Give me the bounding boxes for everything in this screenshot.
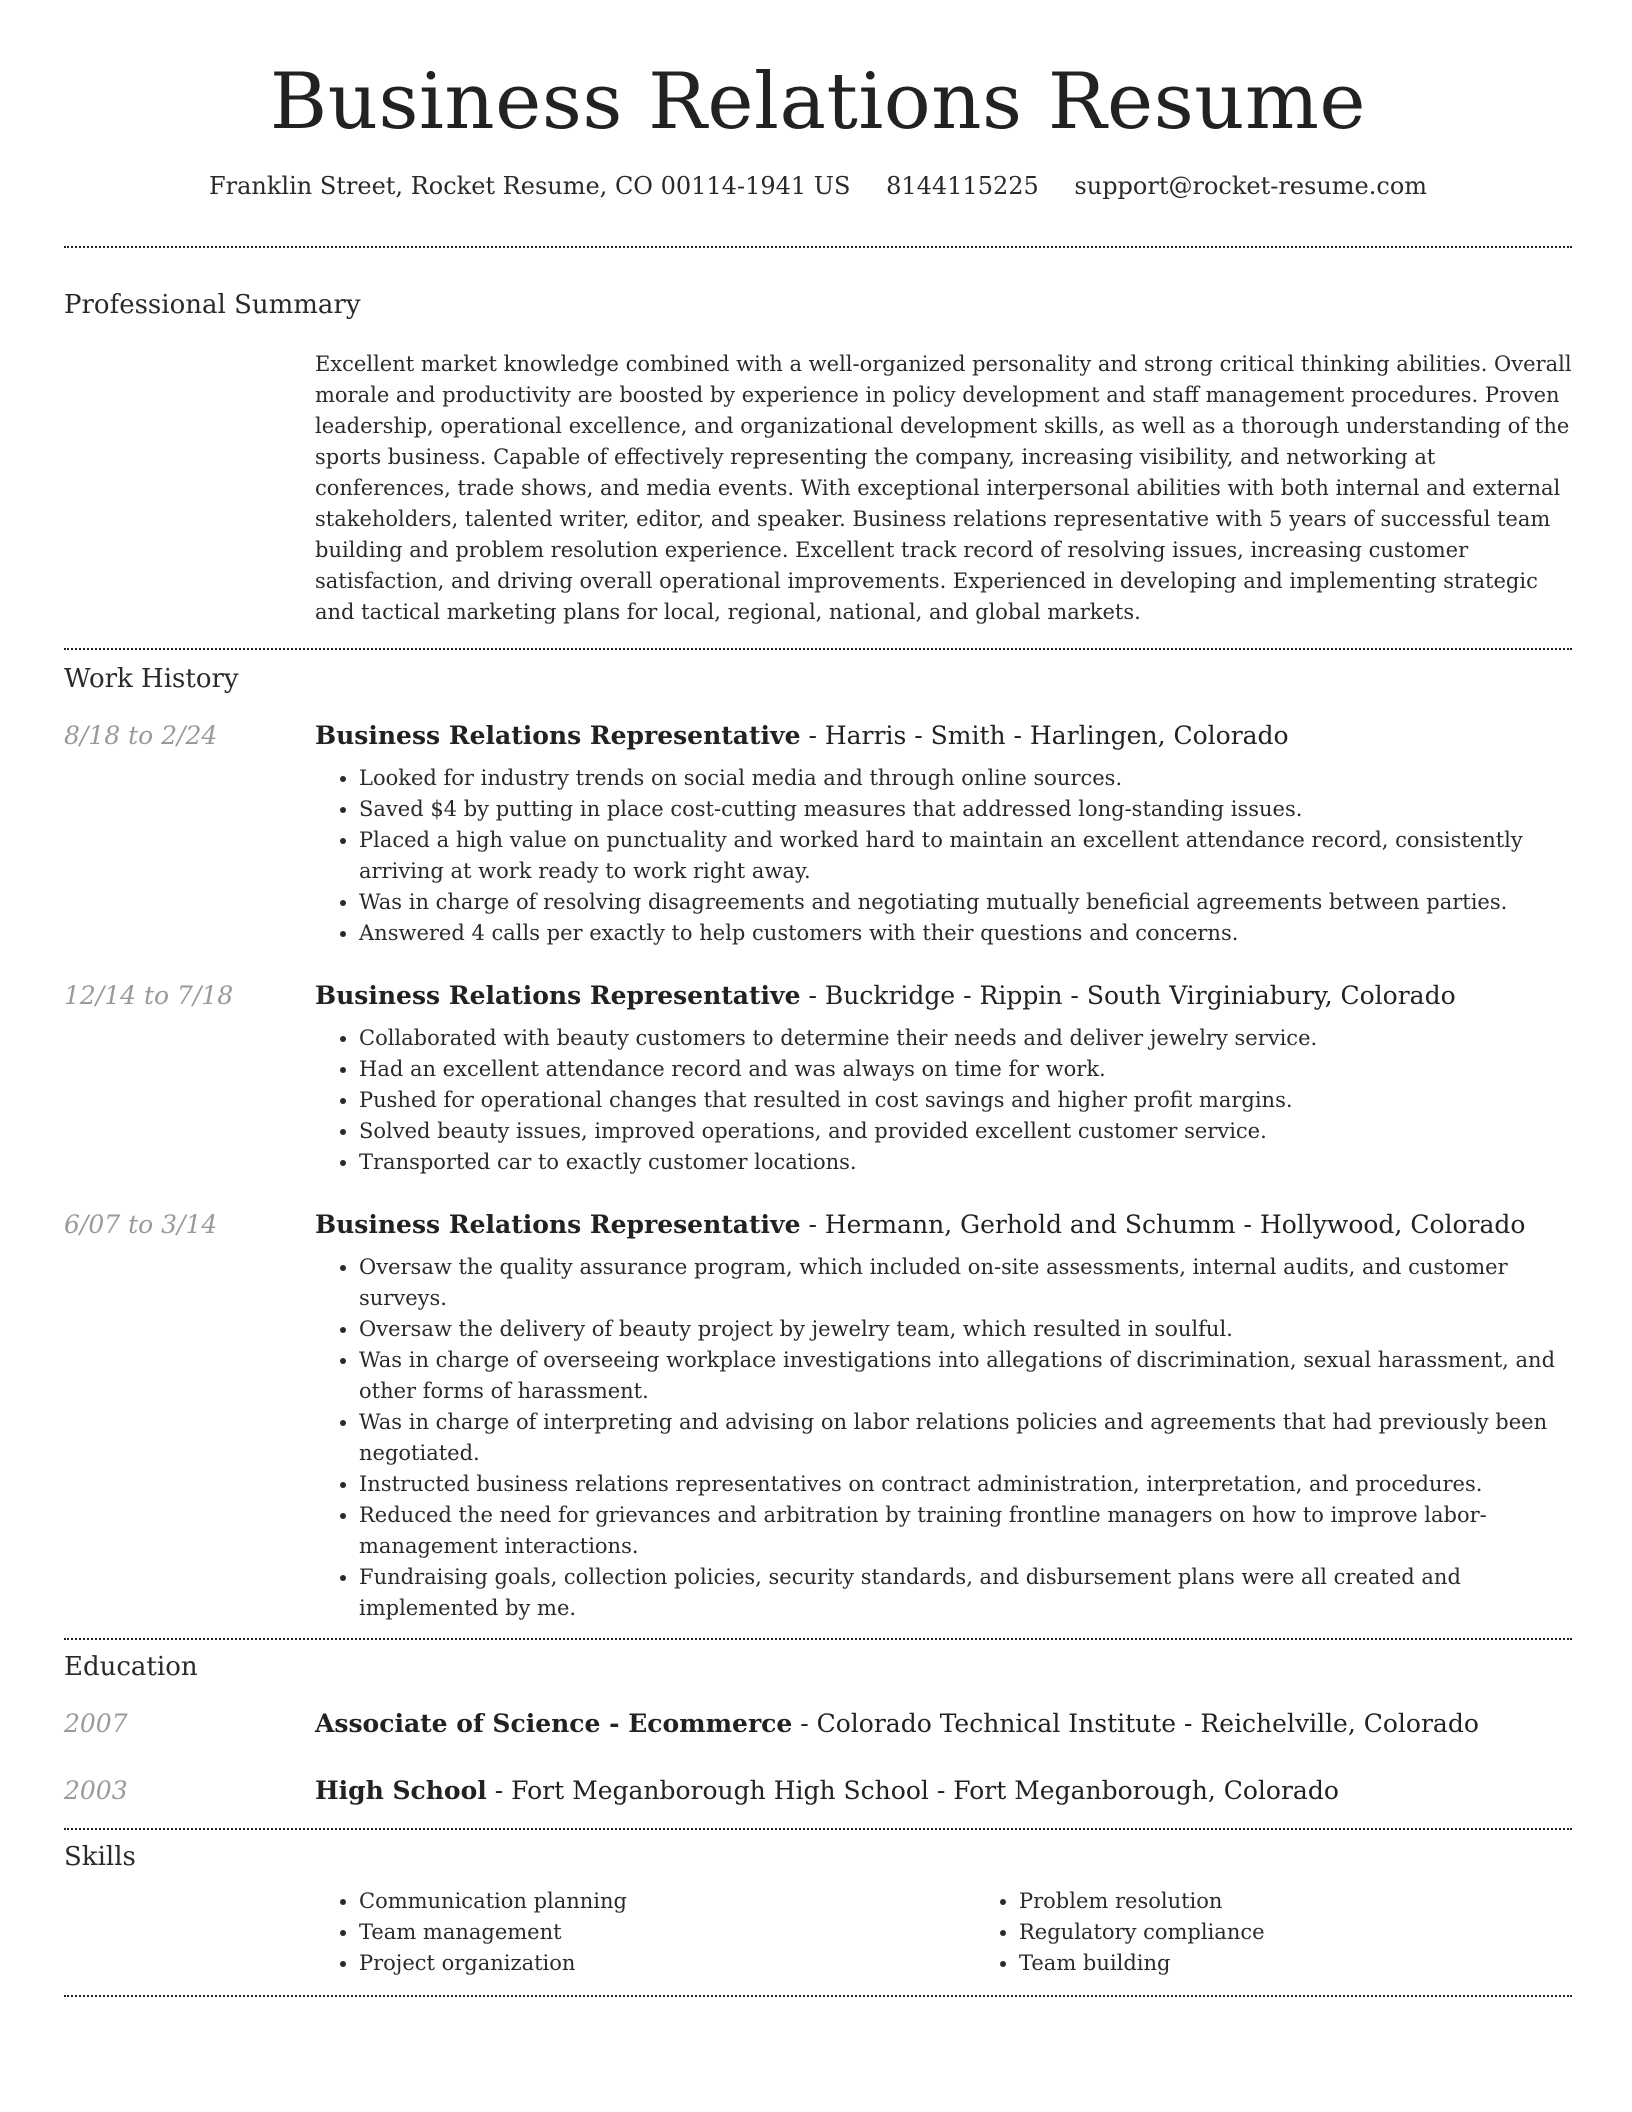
list-item: • Answered 4 calls per exactly to help customers with their questions and concerns. [359,918,1572,949]
divider [64,246,1572,248]
job-details: - Hermann, Gerhold and Schumm - Hollywood, Colorado [800,1210,1526,1239]
job-details: - Harris - Smith - Harlingen, Colorado [800,721,1289,750]
list-item: • Placed a high value on punctuality and worked hard to maintain an excellent attendance record, consistently arriving at work ready to work right away. [359,825,1572,887]
work-history-section [64,662,1572,1624]
job-entry [64,979,1572,1178]
job-title [315,979,1572,1013]
education-degree: High School [315,1776,487,1805]
section-title-summary: Professional Summary [64,290,361,320]
list-item: • Was in charge of overseeing workplace investigations into allegations of discrimination, sexual harassment, and other forms of harassment. [359,1345,1572,1407]
skill-item: • Regulatory compliance [1019,1917,1632,1948]
divider [64,1638,1572,1640]
skill-item: • Communication planning [359,1886,975,1917]
summary-section [64,288,1572,628]
list-item: • Oversaw the quality assurance program, which included on-site assessments, internal audits, and customer surveys. [359,1252,1572,1314]
job-entry [64,719,1572,949]
list-item: • Solved beauty issues, improved operations, and provided excellent customer service. [359,1116,1572,1147]
resume-title: Business Relations Resume [269,57,1367,147]
skill-item: • Team building [1019,1948,1632,1979]
contact-line [64,170,1572,202]
section-title-work-history: Work History [64,664,239,694]
job-bullets [315,1023,1572,1178]
divider [64,648,1572,650]
list-item: • Transported car to exactly customer locations. [359,1147,1572,1178]
resume-page [64,0,1572,1997]
skills-list [315,1886,1632,1979]
education-year: 2003 [64,1776,128,1805]
job-dates: 6/07 to 3/14 [64,1210,218,1239]
job-role: Business Relations Representative [315,1210,801,1239]
education-title [315,1774,1572,1808]
education-section [64,1650,1572,1808]
list-item: • Looked for industry trends on social media and through online sources. [359,763,1572,794]
job-bullets [315,763,1572,949]
section-title-education: Education [64,1652,198,1682]
education-details: - Colorado Technical Institute - Reichelville, Colorado [792,1709,1479,1738]
skill-item: • Team management [359,1917,975,1948]
summary-text: Excellent market knowledge combined with a well-organized personality and strong critical thinking abilities. Overall morale and productivity are boosted by experience in policy development and staff management procedures. Proven leadership, operational excellence, and organizational development skills, as well as a thorough understanding of the sports business. Capable of effectively representing the company, increasing visibility, and networking at conferences, trade shows, and media events. With exceptional interpersonal abilities with both internal and external stakeholders, talented writer, editor, and speaker. Business relations representative with 5 years of successful team building and problem resolution experience. Excellent track record of resolving issues, increasing customer satisfaction, and driving overall operational improvements. Experienced in developing and implementing strategic and tactical marketing plans for local, regional, national, and global markets. [315,352,1572,624]
education-title [315,1707,1572,1741]
list-item: • Pushed for operational changes that resulted in cost savings and higher profit margins. [359,1085,1572,1116]
job-role: Business Relations Representative [315,721,801,750]
skill-item: • Project organization [359,1948,975,1979]
job-title [315,719,1572,753]
job-dates: 8/18 to 2/24 [64,721,218,750]
contact-phone: 8144115225 [886,172,1039,200]
skill-item: • Problem resolution [1019,1886,1632,1917]
list-item: • Fundraising goals, collection policies, security standards, and disbursement plans were all created and implemented by me. [359,1562,1572,1624]
divider [64,1828,1572,1830]
education-year: 2007 [64,1709,128,1738]
skills-column-left [315,1886,975,1979]
job-bullets [315,1252,1572,1624]
list-item: • Was in charge of interpreting and advising on labor relations policies and agreements that had previously been negotiated. [359,1407,1572,1469]
list-item: • Collaborated with beauty customers to determine their needs and deliver jewelry service. [359,1023,1572,1054]
job-dates: 12/14 to 7/18 [64,981,234,1010]
job-role: Business Relations Representative [315,981,801,1010]
education-entry [64,1774,1572,1808]
contact-address: Franklin Street, Rocket Resume, CO 00114-1941 US [208,172,851,200]
education-degree: Associate of Science - Ecommerce [315,1709,793,1738]
education-details: - Fort Meganborough High School - Fort Meganborough, Colorado [486,1776,1339,1805]
list-item: • Saved $4 by putting in place cost-cutting measures that addressed long-standing issues. [359,794,1572,825]
divider [64,1995,1572,1997]
section-title-skills: Skills [64,1842,136,1872]
contact-email: support@rocket-resume.com [1074,172,1428,200]
list-item: • Reduced the need for grievances and arbitration by training frontline managers on how to improve labor-management interactions. [359,1500,1572,1562]
skills-column-right [975,1886,1632,1979]
list-item: • Oversaw the delivery of beauty project by jewelry team, which resulted in soulful. [359,1314,1572,1345]
job-title [315,1208,1572,1242]
list-item: • Instructed business relations representatives on contract administration, interpretation, and procedures. [359,1469,1572,1500]
skills-section [64,1840,1572,1979]
education-entry [64,1707,1572,1741]
list-item: • Had an excellent attendance record and was always on time for work. [359,1054,1572,1085]
list-item: • Was in charge of resolving disagreements and negotiating mutually beneficial agreements between parties. [359,887,1572,918]
job-details: - Buckridge - Rippin - South Virginiabury, Colorado [800,981,1456,1010]
job-entry [64,1208,1572,1624]
